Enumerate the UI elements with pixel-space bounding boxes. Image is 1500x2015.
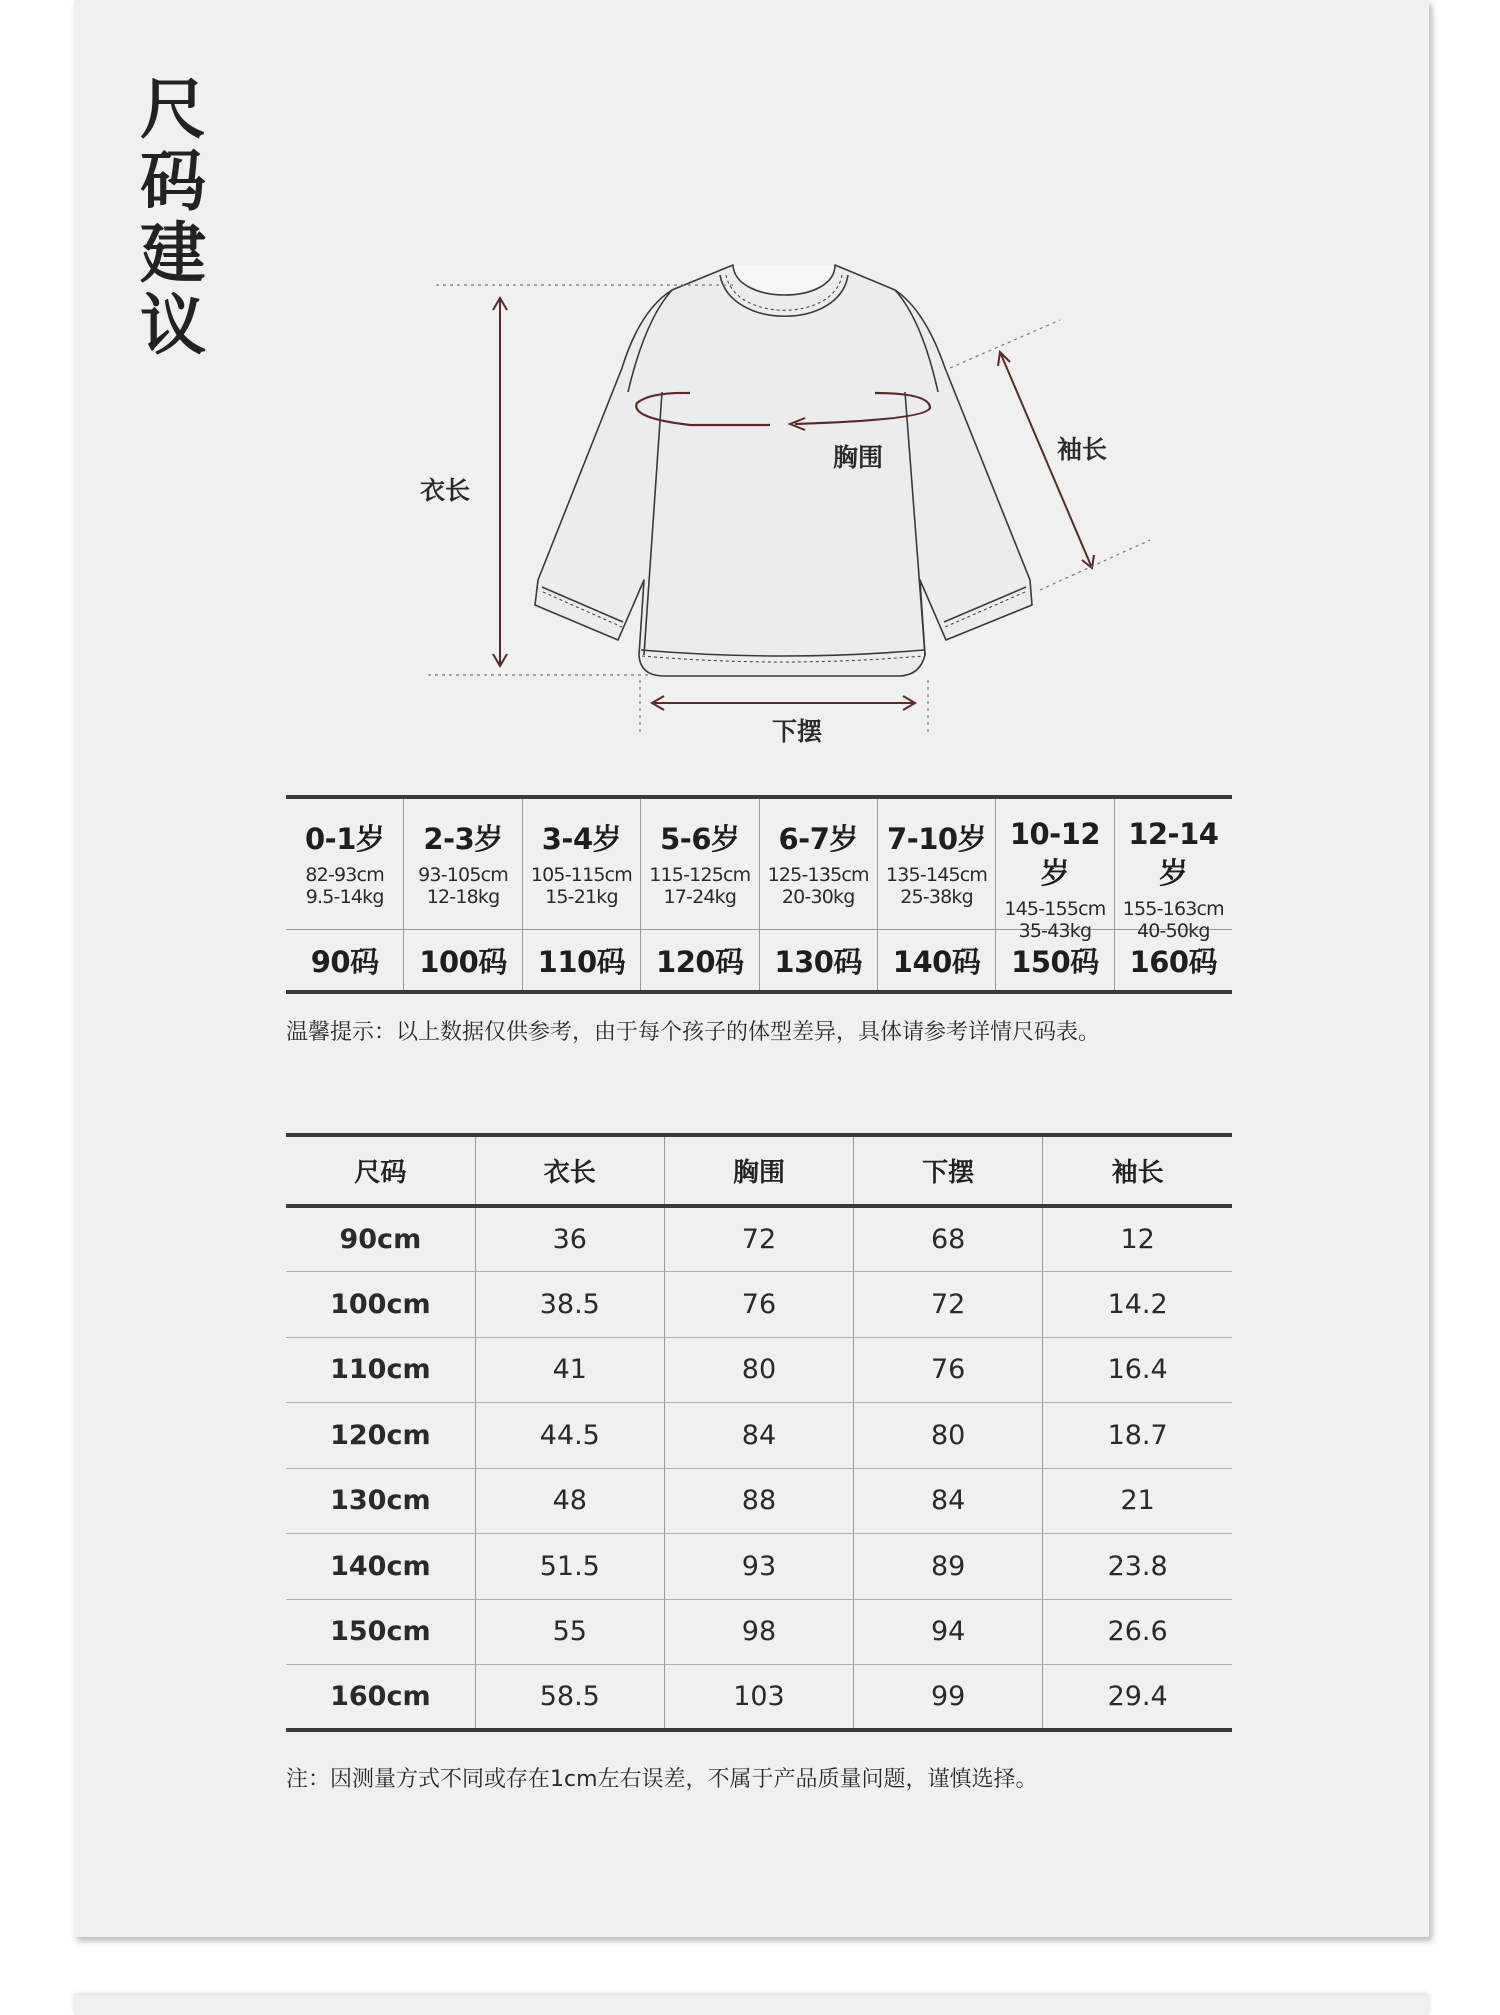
rec-weight: 17-24kg <box>663 886 737 908</box>
cell: 80 <box>664 1337 853 1403</box>
cell: 18.7 <box>1043 1403 1232 1469</box>
rec-size: 130码 <box>774 944 862 979</box>
cell: 51.5 <box>475 1534 664 1600</box>
cell: 100cm <box>286 1272 475 1338</box>
rec-weight: 25-38kg <box>900 886 973 908</box>
rec-height: 105-115cm <box>530 864 633 886</box>
cell: 72 <box>664 1206 853 1272</box>
title-char: 码 <box>140 143 206 220</box>
rec-height: 125-135cm <box>767 864 869 886</box>
cell: 88 <box>664 1468 853 1534</box>
size-recommendation-table <box>286 795 1232 994</box>
rec-age: 5-6岁 <box>660 822 740 856</box>
rec-column <box>1114 799 1232 990</box>
title-char: 议 <box>140 287 206 364</box>
rec-age: 10-12岁 <box>1009 817 1101 890</box>
cell: 58.5 <box>475 1665 664 1731</box>
cell: 44.5 <box>475 1403 664 1469</box>
header-hem: 下摆 <box>854 1135 1043 1206</box>
table-row <box>286 1534 1232 1600</box>
rec-size: 140码 <box>892 944 981 979</box>
cell: 36 <box>475 1206 664 1272</box>
hem-label: 下摆 <box>772 717 823 746</box>
next-card-edge <box>74 1995 1429 2015</box>
rec-size: 120码 <box>656 944 744 979</box>
rec-size: 90码 <box>310 944 379 979</box>
rec-weight: 40-50kg <box>1136 920 1210 942</box>
cell: 80 <box>854 1403 1043 1469</box>
cell: 21 <box>1043 1468 1232 1534</box>
cell: 103 <box>664 1665 853 1731</box>
cell: 48 <box>475 1468 664 1534</box>
header-length: 衣长 <box>475 1135 664 1206</box>
table-row <box>286 1468 1232 1534</box>
rec-age: 7-10岁 <box>887 822 987 856</box>
cell: 98 <box>664 1599 853 1665</box>
cell: 38.5 <box>475 1272 664 1338</box>
sleeve-label: 袖长 <box>1057 435 1108 464</box>
table-row <box>286 1403 1232 1469</box>
length-label: 衣长 <box>420 476 471 505</box>
rec-weight: 20-30kg <box>781 886 855 908</box>
rec-age: 0-1岁 <box>304 822 385 856</box>
rec-weight: 9.5-14kg <box>305 886 384 908</box>
size-measurement-table <box>286 1133 1232 1732</box>
rec-column <box>522 799 640 990</box>
rec-weight: 15-21kg <box>545 886 618 908</box>
header-chest: 胸围 <box>664 1135 853 1206</box>
shirt-outline-icon <box>535 265 1032 676</box>
cell: 41 <box>475 1337 664 1403</box>
cell: 89 <box>854 1534 1043 1600</box>
cell: 150cm <box>286 1599 475 1665</box>
chest-label: 胸围 <box>833 443 884 472</box>
rec-height: 135-145cm <box>885 864 988 886</box>
rec-age: 12-14岁 <box>1128 817 1219 890</box>
cell: 26.6 <box>1043 1599 1232 1665</box>
tip-text: 温馨提示：以上数据仅供参考，由于每个孩子的体型差异，具体请参考详情尺码表。 <box>286 1020 1101 1045</box>
cell: 14.2 <box>1043 1272 1232 1338</box>
cell: 94 <box>854 1599 1043 1665</box>
cell: 93 <box>664 1534 853 1600</box>
table-row <box>286 1665 1232 1731</box>
rec-height: 155-163cm <box>1122 898 1224 920</box>
table-header-row <box>286 1135 1232 1206</box>
rec-size: 110码 <box>537 944 626 979</box>
rec-weight: 12-18kg <box>426 886 500 908</box>
rec-height: 145-155cm <box>1004 898 1106 920</box>
cell: 160cm <box>286 1665 475 1731</box>
cell: 130cm <box>286 1468 475 1534</box>
table-row <box>286 1337 1232 1403</box>
rec-column <box>403 799 521 990</box>
rec-size: 160码 <box>1129 944 1218 979</box>
cell: 120cm <box>286 1403 475 1469</box>
table-row <box>286 1272 1232 1338</box>
footnote-text: 注：因测量方式不同或存在1cm左右误差，不属于产品质量问题，谨慎选择。 <box>286 1767 1038 1792</box>
title-char: 建 <box>140 215 206 292</box>
rec-height: 93-105cm <box>418 864 508 886</box>
cell: 68 <box>854 1206 1043 1272</box>
rec-size: 100码 <box>419 944 507 979</box>
shirt-measurement-diagram <box>0 0 1500 760</box>
cell: 76 <box>854 1337 1043 1403</box>
cell: 12 <box>1043 1206 1232 1272</box>
rec-height: 115-125cm <box>649 864 751 886</box>
cell: 84 <box>664 1403 853 1469</box>
rec-height: 82-93cm <box>305 864 384 886</box>
cell: 55 <box>475 1599 664 1665</box>
cell: 29.4 <box>1043 1665 1232 1731</box>
table-row <box>286 1206 1232 1272</box>
cell: 72 <box>854 1272 1043 1338</box>
cell: 76 <box>664 1272 853 1338</box>
header-sleeve: 袖长 <box>1043 1135 1232 1206</box>
cell: 84 <box>854 1468 1043 1534</box>
title-char: 尺 <box>140 71 206 148</box>
cell: 23.8 <box>1043 1534 1232 1600</box>
header-size: 尺码 <box>286 1135 475 1206</box>
rec-column <box>286 799 403 990</box>
rec-age: 6-7岁 <box>778 822 858 856</box>
cell: 110cm <box>286 1337 475 1403</box>
table-row <box>286 1599 1232 1665</box>
rec-column <box>640 799 758 990</box>
cell: 140cm <box>286 1534 475 1600</box>
cell: 99 <box>854 1665 1043 1731</box>
cell: 90cm <box>286 1206 475 1272</box>
cell: 16.4 <box>1043 1337 1232 1403</box>
rec-weight: 35-43kg <box>1018 920 1092 942</box>
rec-column <box>877 799 995 990</box>
rec-size: 150码 <box>1011 944 1099 979</box>
rec-age: 2-3岁 <box>423 822 503 856</box>
rec-column <box>759 799 877 990</box>
rec-column <box>995 799 1113 990</box>
rec-age: 3-4岁 <box>541 822 622 856</box>
